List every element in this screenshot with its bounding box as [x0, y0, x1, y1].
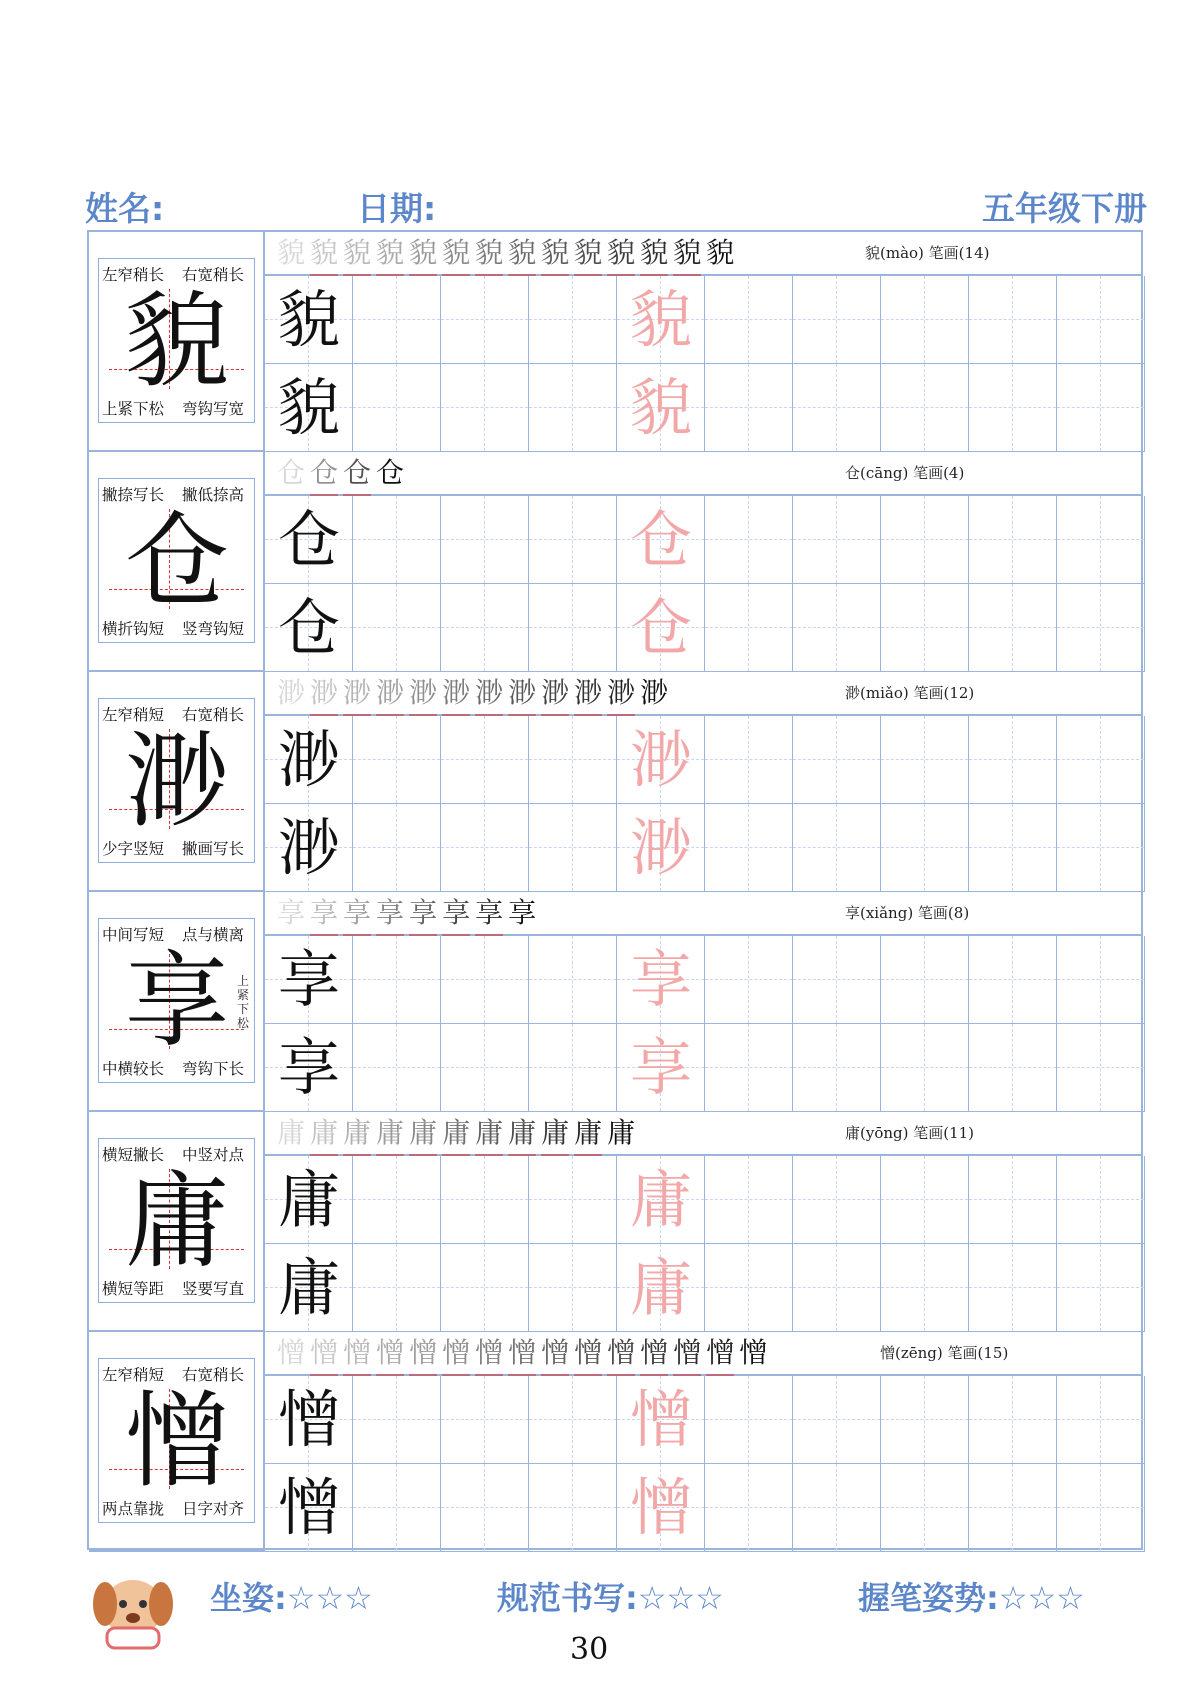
character-info: 貌(mào) 笔画(14): [865, 244, 990, 262]
practice-cell[interactable]: [881, 1244, 969, 1332]
stroke-step: 渺: [409, 672, 437, 716]
structure-tip-panel: [89, 892, 265, 1112]
practice-grid: [265, 276, 1141, 452]
practice-cell[interactable]: [969, 496, 1057, 584]
practice-cell[interactable]: [265, 1244, 353, 1332]
stroke-step: 渺: [277, 676, 306, 709]
stroke-step: 渺: [640, 676, 669, 709]
practice-cell[interactable]: [265, 1376, 353, 1464]
practice-cell[interactable]: [617, 496, 705, 584]
practice-cell[interactable]: [353, 1464, 441, 1552]
stroke-sequence: [277, 452, 409, 494]
model-character: 享: [124, 940, 229, 1062]
practice-cell[interactable]: [529, 1156, 617, 1244]
sample-character: 庸: [277, 1163, 340, 1236]
stroke-step: 憎: [310, 1332, 338, 1376]
practice-cell[interactable]: [353, 364, 441, 452]
stroke-order-row: [265, 452, 1141, 496]
stroke-step: 貌: [310, 232, 338, 276]
model-character: 仓: [124, 500, 229, 622]
practice-cell[interactable]: [793, 936, 881, 1024]
practice-cell[interactable]: [529, 1244, 617, 1332]
practice-cell[interactable]: [705, 1024, 793, 1112]
model-character: 渺: [124, 720, 229, 842]
practice-cell[interactable]: [529, 1464, 617, 1552]
practice-cell[interactable]: [441, 276, 529, 364]
stroke-step: 渺: [574, 672, 602, 716]
practice-cell[interactable]: [793, 804, 881, 892]
practice-cell[interactable]: [617, 1464, 705, 1552]
name-label: 姓名:: [85, 189, 165, 228]
character-info: 仓(cāng) 笔画(4): [845, 464, 965, 482]
practice-cell[interactable]: [969, 1244, 1057, 1332]
practice-cell[interactable]: [1057, 716, 1145, 804]
structure-tip: 撇捺写长: [102, 486, 165, 504]
practice-cell[interactable]: [1057, 276, 1145, 364]
structure-card: [98, 258, 255, 423]
practice-cell[interactable]: [793, 364, 881, 452]
stroke-sequence: [277, 892, 541, 934]
practice-cell[interactable]: [705, 1376, 793, 1464]
sample-character: 仓: [277, 591, 340, 664]
stroke-step: 庸: [277, 1116, 306, 1149]
practice-cell[interactable]: [881, 496, 969, 584]
practice-cell[interactable]: [1057, 1024, 1145, 1112]
practice-cell[interactable]: [265, 364, 353, 452]
practice-cell[interactable]: [881, 936, 969, 1024]
practice-cell[interactable]: [353, 936, 441, 1024]
character-info: 庸(yōng) 笔画(11): [845, 1124, 975, 1142]
practice-cell[interactable]: [793, 276, 881, 364]
practice-cell[interactable]: [881, 1376, 969, 1464]
practice-cell[interactable]: [1057, 1156, 1145, 1244]
practice-cell[interactable]: [265, 804, 353, 892]
stroke-order-row: [265, 892, 1141, 936]
practice-cell[interactable]: [881, 716, 969, 804]
practice-cell[interactable]: [441, 1156, 529, 1244]
stroke-step: 貌: [475, 232, 503, 276]
stroke-step: 享: [343, 892, 371, 936]
sample-character: 貌: [277, 371, 340, 444]
practice-cell[interactable]: [529, 716, 617, 804]
practice-cell[interactable]: [353, 584, 441, 672]
sample-character: 享: [277, 943, 340, 1016]
structure-tip-panel: [89, 1332, 265, 1552]
practice-cell[interactable]: [529, 364, 617, 452]
practice-cell[interactable]: [793, 496, 881, 584]
model-character: 憎: [124, 1380, 229, 1502]
practice-cell[interactable]: [441, 364, 529, 452]
trace-character: 仓: [629, 591, 692, 664]
practice-cell[interactable]: [969, 936, 1057, 1024]
stroke-step: 渺: [376, 672, 404, 716]
character-block: [89, 672, 1141, 892]
stroke-step: 貌: [541, 232, 569, 276]
practice-cell[interactable]: [529, 276, 617, 364]
practice-cell[interactable]: [793, 1156, 881, 1244]
structure-tip: 两点靠拢: [102, 1500, 165, 1518]
practice-cell[interactable]: [881, 584, 969, 672]
practice-cell[interactable]: [793, 1024, 881, 1112]
practice-cell[interactable]: [617, 1156, 705, 1244]
sample-character: 憎: [277, 1383, 340, 1456]
stroke-step: 憎: [508, 1332, 536, 1376]
practice-cell[interactable]: [705, 496, 793, 584]
posture-rating: 坐姿:☆☆☆: [210, 1579, 373, 1617]
stroke-step: 仓: [310, 452, 338, 496]
stroke-order-row: [265, 232, 1141, 276]
stroke-step: 貌: [574, 232, 602, 276]
stroke-step: 憎: [541, 1332, 569, 1376]
stroke-step: 庸: [508, 1112, 536, 1156]
practice-cell[interactable]: [265, 1156, 353, 1244]
practice-cell[interactable]: [1057, 936, 1145, 1024]
practice-cell[interactable]: [353, 1156, 441, 1244]
practice-area: [265, 892, 1141, 1112]
practice-cell[interactable]: [353, 1376, 441, 1464]
stroke-step: 貌: [376, 232, 404, 276]
stroke-step: 憎: [607, 1332, 635, 1376]
trace-character: 享: [629, 1031, 692, 1104]
practice-cell[interactable]: [353, 1244, 441, 1332]
practice-cell[interactable]: [617, 364, 705, 452]
stroke-step: 享: [409, 892, 437, 936]
side-note: 上紧下松: [236, 974, 249, 1030]
sample-character: 渺: [277, 723, 340, 796]
sample-character: 仓: [277, 503, 340, 576]
practice-cell[interactable]: [793, 1464, 881, 1552]
stroke-step: 庸: [409, 1112, 437, 1156]
practice-cell[interactable]: [793, 584, 881, 672]
writing-rating: 规范书写:☆☆☆: [497, 1579, 724, 1617]
stroke-step: 渺: [442, 672, 470, 716]
practice-cell[interactable]: [617, 1376, 705, 1464]
practice-cell[interactable]: [793, 1376, 881, 1464]
model-character: 庸: [124, 1160, 229, 1282]
character-block: [89, 892, 1141, 1112]
stroke-step: 庸: [310, 1112, 338, 1156]
structure-tip: 横折钩短: [102, 620, 165, 638]
practice-cell[interactable]: [969, 584, 1057, 672]
practice-cell[interactable]: [353, 804, 441, 892]
practice-cell[interactable]: [705, 1156, 793, 1244]
structure-tip: 少字竖短: [102, 840, 165, 858]
stroke-sequence: [277, 232, 739, 274]
practice-cell[interactable]: [969, 1376, 1057, 1464]
practice-area: [265, 232, 1141, 452]
stroke-step: 享: [310, 892, 338, 936]
character-block: [89, 452, 1141, 672]
trace-character: 憎: [629, 1383, 692, 1456]
practice-cell[interactable]: [1057, 364, 1145, 452]
practice-cell[interactable]: [265, 276, 353, 364]
practice-cell[interactable]: [969, 1464, 1057, 1552]
character-info: 渺(miǎo) 笔画(12): [845, 684, 975, 702]
structure-tip: 右宽稍长: [182, 266, 245, 284]
trace-character: 貌: [629, 283, 692, 356]
practice-cell[interactable]: [353, 276, 441, 364]
practice-cell[interactable]: [529, 804, 617, 892]
trace-character: 庸: [629, 1251, 692, 1324]
practice-cell[interactable]: [441, 936, 529, 1024]
practice-cell[interactable]: [705, 364, 793, 452]
stroke-step: 渺: [475, 672, 503, 716]
practice-sheet: [87, 230, 1143, 1550]
practice-cell[interactable]: [441, 1024, 529, 1112]
stroke-step: 憎: [640, 1332, 668, 1376]
stroke-step: 庸: [343, 1112, 371, 1156]
stroke-order-row: [265, 672, 1141, 716]
practice-cell[interactable]: [705, 804, 793, 892]
trace-character: 貌: [629, 371, 692, 444]
practice-grid: [265, 936, 1141, 1112]
stroke-step: 憎: [475, 1332, 503, 1376]
practice-cell[interactable]: [705, 584, 793, 672]
stroke-step: 憎: [574, 1332, 602, 1376]
stroke-step: 貌: [640, 232, 668, 276]
structure-tip: 右宽稍长: [182, 1366, 245, 1384]
practice-cell[interactable]: [617, 936, 705, 1024]
stroke-step: 庸: [442, 1112, 470, 1156]
page-number: 30: [570, 1632, 609, 1667]
practice-cell[interactable]: [617, 584, 705, 672]
stroke-sequence: [277, 1332, 772, 1374]
practice-cell[interactable]: [441, 716, 529, 804]
practice-grid: [265, 1376, 1141, 1552]
practice-area: [265, 452, 1141, 672]
practice-cell[interactable]: [705, 276, 793, 364]
structure-tip: 上紧下松: [102, 400, 165, 418]
stroke-step: 享: [442, 892, 470, 936]
practice-cell[interactable]: [1057, 1464, 1145, 1552]
practice-cell[interactable]: [969, 1156, 1057, 1244]
structure-card: [98, 478, 255, 643]
sample-character: 貌: [277, 283, 340, 356]
trace-character: 憎: [629, 1471, 692, 1544]
character-block: [89, 1112, 1141, 1332]
structure-tip: 左窄稍短: [102, 1366, 165, 1384]
practice-cell[interactable]: [793, 1244, 881, 1332]
structure-tip: 横短撇长: [102, 1146, 165, 1164]
sample-character: 渺: [277, 811, 340, 884]
practice-cell[interactable]: [1057, 496, 1145, 584]
structure-tip: 右宽稍长: [182, 706, 245, 724]
stroke-step: 憎: [706, 1332, 734, 1376]
trace-character: 仓: [629, 503, 692, 576]
stroke-sequence: [277, 672, 673, 714]
structure-tip-panel: [89, 672, 265, 892]
practice-cell[interactable]: [1057, 1376, 1145, 1464]
structure-tip: 弯钩下长: [182, 1060, 245, 1078]
stroke-step: 渺: [508, 672, 536, 716]
practice-cell[interactable]: [265, 496, 353, 584]
structure-tip-panel: [89, 1112, 265, 1332]
stroke-step: 仓: [343, 452, 371, 496]
practice-cell[interactable]: [793, 716, 881, 804]
practice-cell[interactable]: [617, 1024, 705, 1112]
stroke-step: 憎: [376, 1332, 404, 1376]
practice-cell[interactable]: [353, 496, 441, 584]
trace-character: 享: [629, 943, 692, 1016]
practice-cell[interactable]: [441, 804, 529, 892]
practice-cell[interactable]: [881, 804, 969, 892]
stroke-step: 庸: [541, 1112, 569, 1156]
structure-tip: 左窄稍短: [102, 706, 165, 724]
stroke-step: 憎: [739, 1336, 768, 1369]
mascot-icon: [85, 1560, 181, 1658]
practice-cell[interactable]: [881, 1024, 969, 1112]
model-character: 貌: [124, 280, 229, 402]
practice-cell[interactable]: [353, 1024, 441, 1112]
practice-cell[interactable]: [881, 276, 969, 364]
stroke-step: 庸: [475, 1112, 503, 1156]
practice-cell[interactable]: [529, 496, 617, 584]
stroke-step: 渺: [541, 672, 569, 716]
structure-tip: 撇低捺高: [182, 486, 245, 504]
stroke-step: 享: [277, 896, 306, 929]
structure-tip: 点与横离: [182, 926, 245, 944]
practice-cell[interactable]: [705, 936, 793, 1024]
structure-tip: 中间写短: [102, 926, 165, 944]
practice-cell[interactable]: [265, 936, 353, 1024]
character-info: 憎(zēng) 笔画(15): [880, 1344, 1009, 1362]
practice-cell[interactable]: [1057, 804, 1145, 892]
structure-tip-panel: [89, 452, 265, 672]
stroke-step: 享: [508, 896, 537, 929]
stroke-step: 憎: [673, 1332, 701, 1376]
stroke-step: 貌: [277, 236, 306, 269]
stroke-step: 渺: [310, 672, 338, 716]
practice-cell[interactable]: [265, 584, 353, 672]
stroke-step: 仓: [277, 456, 306, 489]
practice-cell[interactable]: [441, 1244, 529, 1332]
practice-cell[interactable]: [881, 1156, 969, 1244]
structure-tip-panel: [89, 232, 265, 452]
stroke-step: 仓: [376, 456, 405, 489]
stroke-step: 享: [376, 892, 404, 936]
stroke-step: 貌: [607, 232, 635, 276]
stroke-step: 庸: [574, 1112, 602, 1156]
character-block: [89, 232, 1141, 452]
stroke-step: 享: [475, 892, 503, 936]
grip-rating: 握笔姿势:☆☆☆: [858, 1579, 1085, 1617]
practice-cell[interactable]: [441, 1464, 529, 1552]
stroke-order-row: [265, 1332, 1141, 1376]
practice-grid: [265, 1156, 1141, 1332]
practice-cell[interactable]: [617, 804, 705, 892]
stroke-step: 渺: [343, 672, 371, 716]
stroke-step: 貌: [508, 232, 536, 276]
structure-tip: 中竖对点: [182, 1146, 245, 1164]
structure-tip: 日字对齐: [182, 1500, 245, 1518]
structure-tip: 竖要写直: [182, 1280, 245, 1298]
practice-cell[interactable]: [705, 716, 793, 804]
trace-character: 渺: [629, 811, 692, 884]
stroke-step: 庸: [607, 1116, 636, 1149]
practice-cell[interactable]: [969, 364, 1057, 452]
practice-cell[interactable]: [617, 716, 705, 804]
practice-cell[interactable]: [705, 1244, 793, 1332]
practice-cell[interactable]: [265, 716, 353, 804]
stroke-order-row: [265, 1112, 1141, 1156]
structure-card: [98, 1138, 255, 1303]
practice-grid: [265, 716, 1141, 892]
structure-tip: 撇画写长: [182, 840, 245, 858]
structure-card: [98, 698, 255, 863]
practice-cell[interactable]: [441, 584, 529, 672]
stroke-step: 貌: [409, 232, 437, 276]
structure-tip: 竖弯钩短: [182, 620, 245, 638]
stroke-step: 貌: [442, 232, 470, 276]
practice-cell[interactable]: [969, 716, 1057, 804]
character-info: 享(xiǎng) 笔画(8): [845, 904, 970, 922]
stroke-step: 庸: [376, 1112, 404, 1156]
stroke-step: 憎: [442, 1332, 470, 1376]
practice-cell[interactable]: [529, 936, 617, 1024]
practice-area: [265, 672, 1141, 892]
practice-cell[interactable]: [265, 1024, 353, 1112]
stroke-step: 貌: [673, 232, 701, 276]
date-label: 日期:: [357, 189, 437, 228]
structure-tip: 左窄稍长: [102, 266, 165, 284]
stroke-step: 憎: [277, 1336, 306, 1369]
practice-cell[interactable]: [1057, 584, 1145, 672]
trace-character: 渺: [629, 723, 692, 796]
stroke-sequence: [277, 1112, 640, 1154]
structure-tip: 弯钩写宽: [182, 400, 245, 418]
practice-cell[interactable]: [881, 364, 969, 452]
practice-cell[interactable]: [969, 1024, 1057, 1112]
stroke-step: 貌: [343, 232, 371, 276]
practice-cell[interactable]: [353, 716, 441, 804]
trace-character: 庸: [629, 1163, 692, 1236]
structure-tip: 横短等距: [102, 1280, 165, 1298]
sample-character: 享: [277, 1031, 340, 1104]
stroke-step: 貌: [706, 236, 735, 269]
stroke-step: 憎: [409, 1332, 437, 1376]
practice-cell[interactable]: [881, 1464, 969, 1552]
practice-grid: [265, 496, 1141, 672]
grade-label: 五年级下册: [982, 189, 1147, 228]
practice-cell[interactable]: [969, 804, 1057, 892]
practice-cell[interactable]: [705, 1464, 793, 1552]
stroke-step: 憎: [343, 1332, 371, 1376]
practice-cell[interactable]: [969, 276, 1057, 364]
practice-area: [265, 1332, 1141, 1552]
structure-tip: 中横较长: [102, 1060, 165, 1078]
practice-cell[interactable]: [529, 1024, 617, 1112]
practice-area: [265, 1112, 1141, 1332]
practice-cell[interactable]: [529, 584, 617, 672]
practice-cell[interactable]: [441, 1376, 529, 1464]
practice-cell[interactable]: [1057, 1244, 1145, 1332]
stroke-step: 渺: [607, 672, 635, 716]
sample-character: 憎: [277, 1471, 340, 1544]
practice-cell[interactable]: [265, 1464, 353, 1552]
sample-character: 庸: [277, 1251, 340, 1324]
practice-cell[interactable]: [529, 1376, 617, 1464]
structure-card: [98, 1358, 255, 1523]
structure-card: [98, 918, 255, 1083]
practice-cell[interactable]: [441, 496, 529, 584]
practice-cell[interactable]: [617, 1244, 705, 1332]
character-block: [89, 1332, 1141, 1552]
practice-cell[interactable]: [617, 276, 705, 364]
